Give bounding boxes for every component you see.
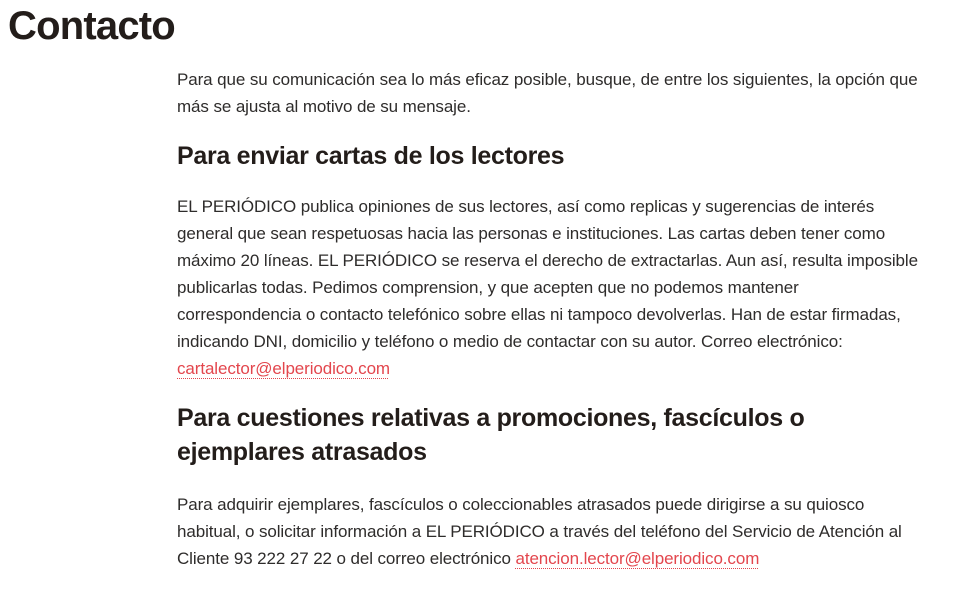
- section-paragraph-promociones-fasciculos: [177, 491, 925, 572]
- page-title: Contacto: [8, 4, 175, 48]
- email-prefix-text: electrónico: [429, 549, 516, 568]
- section-heading-promociones-fasciculos: Para cuestiones relativas a promociones, fascículos o ejemplares atrasados: [177, 404, 805, 466]
- intro-paragraph: Para que su comunicación sea lo más eficaz posible, busque, de entre los siguientes, la opción que más se ajusta al motivo de su mensaje.: [177, 70, 918, 116]
- section-paragraph-cartas-lectores: [177, 193, 925, 382]
- email-nowrap-group: [430, 549, 760, 568]
- content-column: [177, 66, 925, 572]
- section-body-text: Para adquirir ejemplares, fascículos o coleccionables atrasados puede dirigirse a su quiosco habitual, o solicitar información a EL PERIÓDICO a través del teléfono del Servicio de Atención al Cliente 93 222 27 22 o del correo: [177, 495, 902, 568]
- section-body-text: EL PERIÓDICO publica opiniones de sus lectores, así como replicas y sugerencias de interés general que sean respetuosas hacia las personas e instituciones. Las cartas deben tener como máximo 20 líneas. EL PERIÓDICO se reserva el derecho de extractarlas. Aun así, resulta imposible publicarlas todas. Pedimos comprension, y que acepten que no podemos mantener correspondencia o contacto telefónico sobre ellas ni tampoco devolverlas. Han de estar firmadas, indicando DNI, domicilio y teléfono o medio de contactar con su autor. Correo electrónico:: [177, 197, 918, 351]
- email-link-cartalector[interactable]: cartalector@elperiodico.com: [177, 359, 390, 378]
- section-heading-cartas-lectores: Para enviar cartas de los lectores: [177, 142, 565, 170]
- email-link-atencion-lector[interactable]: atencion.lector@elperiodico.com: [515, 549, 760, 568]
